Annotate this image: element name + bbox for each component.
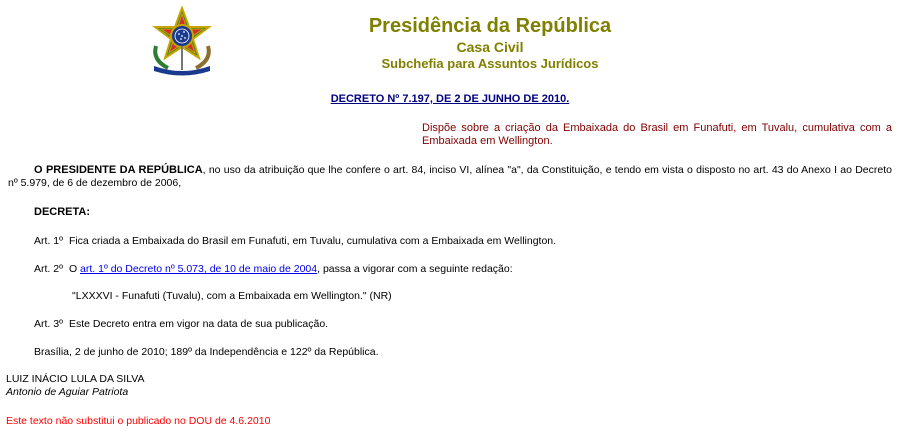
casa-civil-heading: Casa Civil xyxy=(456,39,524,55)
decree-title: DECRETO Nº 7.197, DE 2 DE JUNHO DE 2010. xyxy=(330,93,570,105)
article-2-label: Art. 2º xyxy=(34,263,63,275)
brazil-coat-of-arms-icon xyxy=(146,6,218,76)
article-2-post: , passa a vigorar com a seguinte redação: xyxy=(317,263,513,275)
article-2-quote: "LXXXVI - Funafuti (Tuvalu), com a Embaixada em Wellington." (NR) xyxy=(72,290,392,302)
subchefia-heading: Subchefia para Assuntos Jurídicos xyxy=(381,56,599,71)
decree-ementa: Dispõe sobre a criação da Embaixada do Brasil em Funafuti, em Tuvalu, cumulativa com a Embaixada em Wellington. xyxy=(422,122,892,147)
article-3-text: Este Decreto entra em vigor na data de sua publicação. xyxy=(68,318,329,330)
signature-date: Brasília, 2 de junho de 2010; 189º da Independência e 122º da República. xyxy=(34,346,379,358)
article-1 xyxy=(34,235,556,247)
article-1-label: Art. 1º xyxy=(34,235,63,247)
preamble-bold: O PRESIDENTE DA REPÚBLICA xyxy=(34,164,203,176)
decreta-heading: DECRETA: xyxy=(34,206,91,218)
article-2-pre: O xyxy=(68,263,78,275)
article-2 xyxy=(34,263,513,275)
decree-5073-link[interactable]: art. 1º do Decreto nº 5.073, de 10 de maio de 2004 xyxy=(80,263,318,275)
page-title: Presidência da República xyxy=(368,15,612,37)
article-3 xyxy=(34,318,328,330)
article-3-label: Art. 3º xyxy=(34,318,63,330)
preamble-text: , no uso da atribuição que lhe confere o art. 84, inciso VI, alínea "a", da Constituição, e tendo em vista o disposto no art. 43 do Anexo I ao Decreto nº 5.979, de 6 de dezembro de 2006, xyxy=(8,164,892,189)
article-1-text: Fica criada a Embaixada do Brasil em Funafuti, em Tuvalu, cumulativa com a Embaixada em Wellington. xyxy=(68,235,557,247)
dou-notice: Este texto não substitui o publicado no DOU de 4.6.2010 xyxy=(6,415,271,427)
signer-president: LUIZ INÁCIO LULA DA SILVA xyxy=(6,373,145,385)
signer-minister: Antonio de Aguiar Patriota xyxy=(6,386,129,398)
decree-preamble xyxy=(8,164,892,190)
